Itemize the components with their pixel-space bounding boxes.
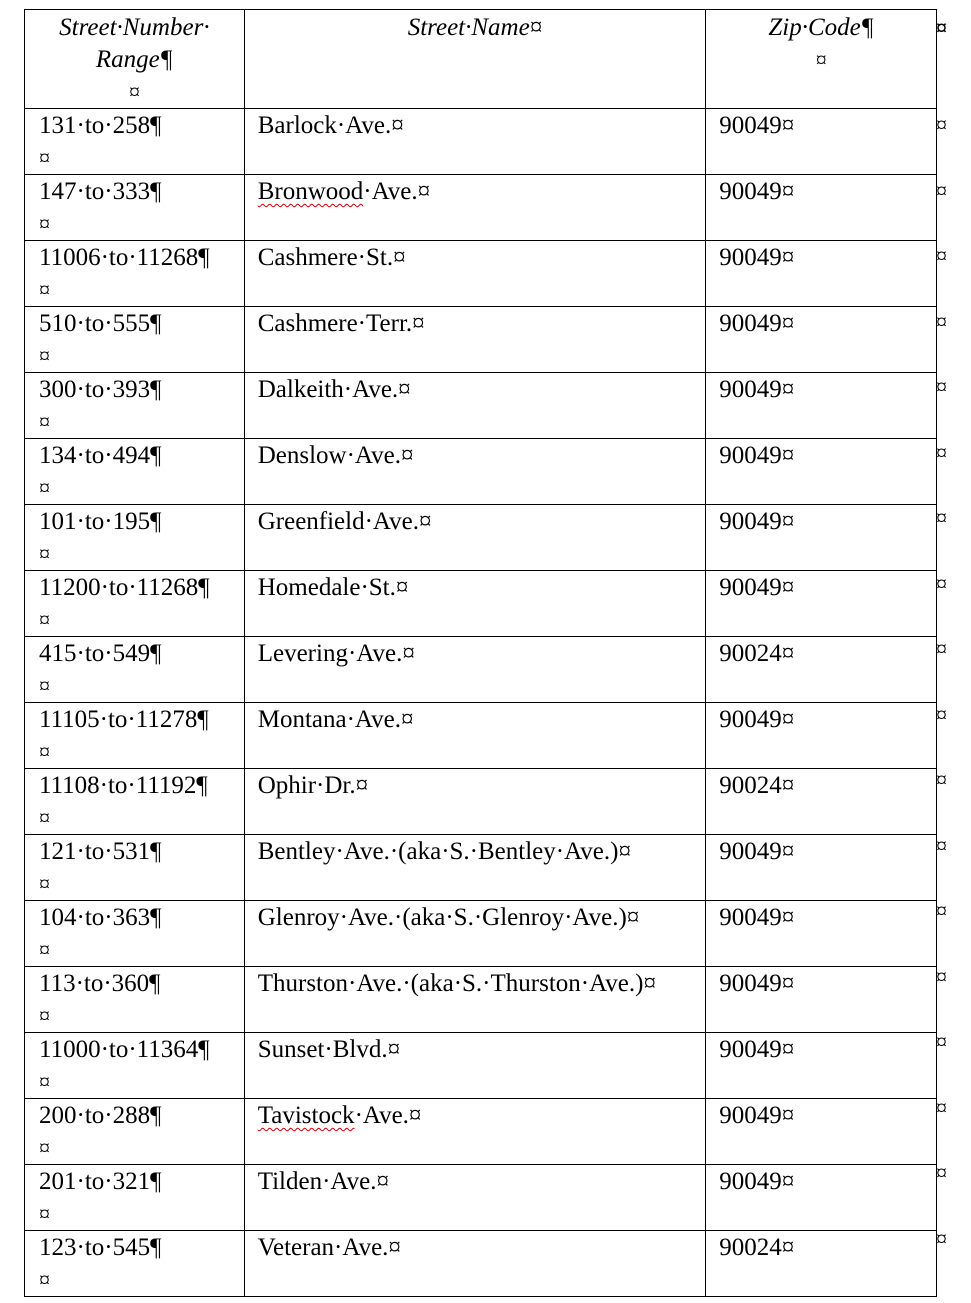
street-number-range-cell[interactable] [25,241,245,307]
street-number-range-cell[interactable] [25,1165,245,1231]
cell-end-mark: ¤ [39,475,50,500]
street-name-cell[interactable] [244,373,706,439]
street-number-range: 123·to·545¶ [39,1234,162,1261]
street-name: Glenroy·Ave.·(aka·S.·Glenroy·Ave.)¤ [257,904,640,931]
street-name-cell[interactable] [244,637,706,703]
street-name-cell[interactable] [244,241,706,307]
street-number-range-cell[interactable] [25,637,245,703]
row-end-mark: ¤ [936,112,947,137]
street-name-cell[interactable] [244,175,706,241]
street-number-range-cell[interactable] [25,1231,245,1297]
street-name-cell[interactable] [244,109,706,175]
zip-code-cell[interactable] [706,307,937,373]
table-row [25,373,937,439]
street-name: Dalkeith·Ave.¤ [257,376,411,403]
zip-code-cell[interactable] [706,703,937,769]
zip-code: 90024¤ [719,772,795,799]
zip-code-cell[interactable] [706,109,937,175]
row-end-mark: ¤ [936,178,947,203]
zip-code: 90049¤ [719,706,795,733]
street-zip-table [24,9,937,1297]
street-name: Homedale·St.¤ [257,574,409,601]
street-name-cell[interactable] [244,967,706,1033]
street-name-cell[interactable] [244,1165,706,1231]
street-number-range-cell[interactable] [25,1033,245,1099]
cell-end-mark: ¤ [39,871,50,896]
street-name-cell[interactable] [244,307,706,373]
street-number-range-cell[interactable] [25,769,245,835]
street-name-cell[interactable] [244,439,706,505]
header-zip-code[interactable] [706,10,937,109]
zip-code-cell[interactable] [706,175,937,241]
zip-code: 90049¤ [719,508,795,535]
table-row [25,1099,937,1165]
table-row [25,175,937,241]
zip-code: 90049¤ [719,574,795,601]
table-row [25,967,937,1033]
street-name: Tilden·Ave.¤ [257,1168,389,1195]
street-number-range-cell[interactable] [25,109,245,175]
street-number-range-cell[interactable] [25,373,245,439]
zip-code-cell[interactable] [706,637,937,703]
zip-code-cell[interactable] [706,373,937,439]
table-row [25,703,937,769]
street-number-range-cell[interactable] [25,505,245,571]
zip-code: 90049¤ [719,376,795,403]
zip-code-cell[interactable] [706,241,937,307]
table-row [25,505,937,571]
row-end-mark: ¤ [936,767,947,792]
street-number-range: 415·to·549¶ [39,640,162,667]
street-number-range-cell[interactable] [25,1099,245,1165]
street-number-range-cell[interactable] [25,703,245,769]
spellcheck-flag[interactable]: Tavistock [257,1102,355,1129]
street-number-range: 11006·to·11268¶ [39,244,210,271]
cell-end-mark: ¤ [39,805,50,830]
street-name: Bronwood·Ave.¤ [257,178,431,205]
street-name: Cashmere·Terr.¤ [257,310,425,337]
header-line: Street·Number· [59,14,210,41]
street-name: Sunset·Blvd.¤ [257,1036,401,1063]
cell-end-mark: ¤ [39,145,50,170]
street-name: Tavistock·Ave.¤ [257,1102,422,1129]
table-header-row [25,10,937,109]
street-number-range-cell[interactable] [25,571,245,637]
cell-end-mark: ¤ [39,1003,50,1028]
row-end-mark: ¤ [936,243,947,268]
table-row [25,901,937,967]
zip-code-cell[interactable] [706,439,937,505]
cell-end-mark: ¤ [39,1135,50,1160]
table-row [25,439,937,505]
row-end-mark: ¤ [936,1226,947,1251]
row-end-mark: ¤ [936,1029,947,1054]
cell-end-mark: ¤ [39,1069,50,1094]
zip-code: 90049¤ [719,112,795,139]
zip-code: 90049¤ [719,442,795,469]
cell-end-mark: ¤ [39,277,50,302]
table-row [25,1165,937,1231]
cell-end-mark: ¤ [39,673,50,698]
row-end-mark: ¤ [936,1095,947,1120]
cell-end-mark: ¤ [39,409,50,434]
cell-end-mark: ¤ [39,607,50,632]
table-row [25,1033,937,1099]
row-end-mark: ¤ [936,702,947,727]
street-number-range-cell[interactable] [25,835,245,901]
street-number-range: 121·to·531¶ [39,838,162,865]
zip-code: 90049¤ [719,1102,795,1129]
header-line: Range¶ [95,46,173,73]
table-row [25,109,937,175]
street-name-cell[interactable] [244,703,706,769]
zip-code: 90049¤ [719,970,795,997]
zip-code: 90024¤ [719,640,795,667]
zip-code-cell[interactable] [706,1033,937,1099]
street-name: Cashmere·St.¤ [257,244,406,271]
zip-code: 90049¤ [719,904,795,931]
cell-end-mark: ¤ [39,1201,50,1226]
row-end-mark: ¤ [936,833,947,858]
street-number-range: 11000·to·11364¶ [39,1036,210,1063]
zip-code-cell[interactable] [706,769,937,835]
street-number-range: 101·to·195¶ [39,508,162,535]
table-row [25,571,937,637]
street-number-range: 201·to·321¶ [39,1168,162,1195]
header-row-end-mark: ¤ [936,15,947,40]
street-name: Barlock·Ave.¤ [257,112,404,139]
street-number-range: 113·to·360¶ [39,970,161,997]
header-street-number-range[interactable] [25,10,245,109]
street-name-cell[interactable] [244,835,706,901]
table-row [25,769,937,835]
zip-code: 90049¤ [719,838,795,865]
street-name: Denslow·Ave.¤ [257,442,414,469]
header-line: Street·Name¤ [407,14,543,41]
zip-code-cell[interactable] [706,571,937,637]
cell-end-mark: ¤ [39,211,50,236]
zip-code-cell[interactable] [706,967,937,1033]
street-name: Greenfield·Ave.¤ [257,508,432,535]
row-end-mark: ¤ [936,505,947,530]
cell-end-mark: ¤ [815,47,827,72]
street-number-range-cell[interactable] [25,307,245,373]
zip-code: 90049¤ [719,244,795,271]
street-name-cell[interactable] [244,1099,706,1165]
street-name-cell[interactable] [244,505,706,571]
cell-end-mark: ¤ [39,937,50,962]
zip-code-cell[interactable] [706,901,937,967]
street-name: Ophir·Dr.¤ [257,772,369,799]
street-number-range: 510·to·555¶ [39,310,162,337]
street-number-range-cell[interactable] [25,901,245,967]
street-number-range-cell[interactable] [25,967,245,1033]
zip-code-cell[interactable] [706,1165,937,1231]
zip-code: 90049¤ [719,1168,795,1195]
table-row [25,637,937,703]
street-number-range: 300·to·393¶ [39,376,162,403]
table-row [25,1231,937,1297]
street-number-range: 134·to·494¶ [39,442,162,469]
row-end-mark: ¤ [936,571,947,596]
street-name-cell[interactable] [244,571,706,637]
zip-code-cell[interactable] [706,505,937,571]
street-name-cell[interactable] [244,1231,706,1297]
cell-end-mark: ¤ [39,343,50,368]
street-name: Thurston·Ave.·(aka·S.·Thurston·Ave.)¤ [257,970,656,997]
row-end-mark: ¤ [936,440,947,465]
row-end-mark: ¤ [936,309,947,334]
row-end-mark: ¤ [936,636,947,661]
header-street-name[interactable] [244,10,706,109]
zip-code-cell[interactable] [706,1231,937,1297]
zip-code: 90049¤ [719,178,795,205]
cell-end-mark: ¤ [39,739,50,764]
zip-code-cell[interactable] [706,835,937,901]
header-line: Zip·Code¶ [768,14,874,41]
street-number-range: 11108·to·11192¶ [39,772,208,799]
street-name: Veteran·Ave.¤ [257,1234,401,1261]
row-end-mark: ¤ [936,898,947,923]
street-number-range-cell[interactable] [25,175,245,241]
street-number-range: 104·to·363¶ [39,904,162,931]
street-name: Bentley·Ave.·(aka·S.·Bentley·Ave.)¤ [257,838,631,865]
cell-end-mark: ¤ [128,79,140,104]
zip-code-cell[interactable] [706,1099,937,1165]
street-number-range: 200·to·288¶ [39,1102,162,1129]
street-number-range: 11200·to·11268¶ [39,574,210,601]
street-number-range: 11105·to·11278¶ [39,706,209,733]
row-end-mark: ¤ [936,1160,947,1185]
spellcheck-flag[interactable]: Bronwood [257,178,364,205]
table-row [25,835,937,901]
street-name-cell[interactable] [244,1033,706,1099]
street-number-range: 147·to·333¶ [39,178,162,205]
zip-code: 90024¤ [719,1234,795,1261]
table-row [25,307,937,373]
street-name-cell[interactable] [244,901,706,967]
street-name: Montana·Ave.¤ [257,706,414,733]
street-name: Levering·Ave.¤ [257,640,415,667]
street-number-range: 131·to·258¶ [39,112,162,139]
cell-end-mark: ¤ [39,1267,50,1292]
cell-end-mark: ¤ [39,541,50,566]
row-end-mark: ¤ [936,964,947,989]
table-row [25,241,937,307]
row-end-mark: ¤ [936,374,947,399]
zip-code: 90049¤ [719,1036,795,1063]
zip-code: 90049¤ [719,310,795,337]
street-name-cell[interactable] [244,769,706,835]
street-number-range-cell[interactable] [25,439,245,505]
